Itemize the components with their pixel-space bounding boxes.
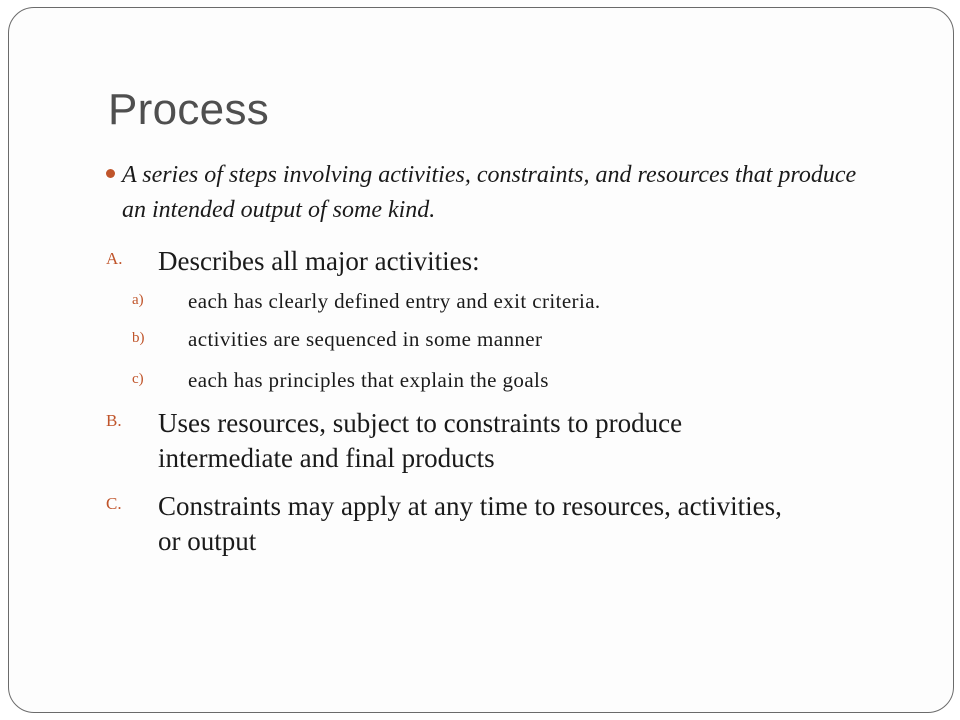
slide-title: Process bbox=[108, 85, 270, 134]
sub-item-text: activities are sequenced in some manner bbox=[188, 327, 543, 351]
list-item-text-line-1: Uses resources, subject to constraints to produce bbox=[158, 408, 683, 438]
definition-text: A series of steps involving activities, constraints, and resources that produce an intended output of some kind. bbox=[122, 162, 857, 223]
list-marker: B. bbox=[106, 411, 122, 430]
list-item-text-line-2: intermediate and final products bbox=[158, 443, 495, 473]
sub-item-text: each has principles that explain the goals bbox=[188, 368, 549, 392]
sub-item-text: each has clearly defined entry and exit criteria. bbox=[188, 289, 601, 313]
sub-marker: a) bbox=[132, 292, 144, 308]
bullet-dot-icon bbox=[106, 169, 115, 178]
sub-marker: c) bbox=[132, 371, 144, 387]
list-item-text-line-1: Constraints may apply at any time to resources, activities, bbox=[158, 491, 782, 521]
list-item-text-line-2: or output bbox=[158, 526, 257, 556]
sub-marker: b) bbox=[132, 330, 145, 346]
list-marker: A. bbox=[106, 249, 123, 268]
list-item-text: Describes all major activities: bbox=[158, 246, 480, 276]
list-marker: C. bbox=[106, 494, 122, 513]
